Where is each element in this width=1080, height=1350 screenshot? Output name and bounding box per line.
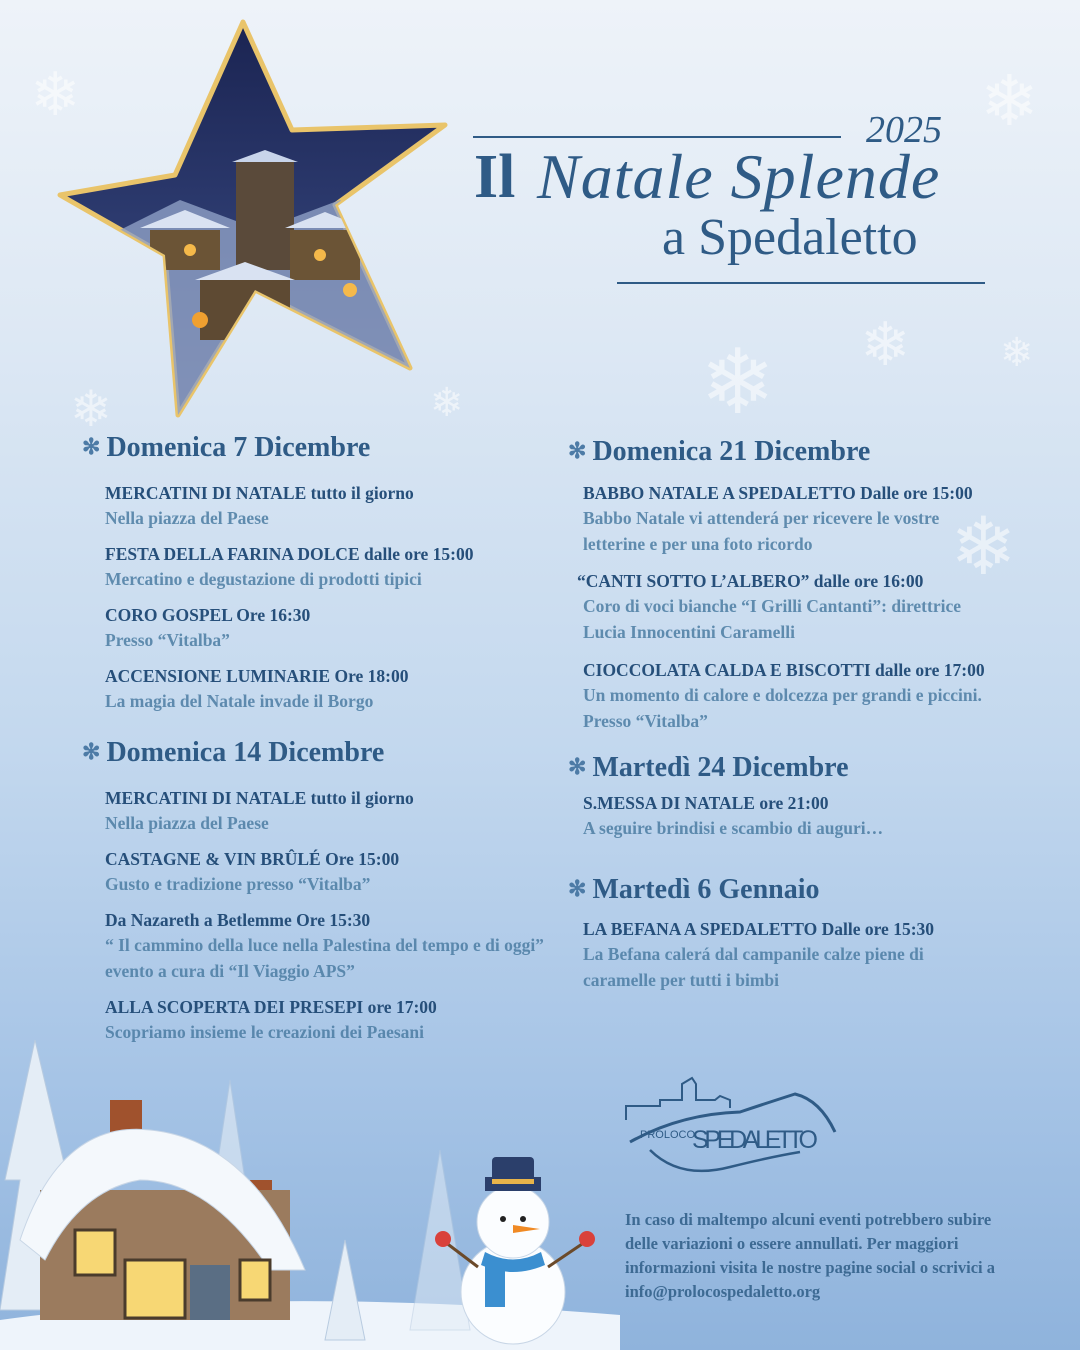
event-item: “CANTI SOTTO L’ALBERO” dalle ore 16:00 Coro di voci bianche “I Grilli Cantanti”: direttrice Lucia Innocentini Caramelli: [577, 571, 962, 642]
event-item: FESTA DELLA FARINA DOLCE dalle ore 15:00 Mercatino e degustazione di prodotti tipici: [105, 544, 474, 589]
day-heading: ✻ Domenica 7 Dicembre: [82, 432, 371, 463]
proloco-logo: [620, 1072, 840, 1182]
event-item: S.MESSA DI NATALE ore 21:00 A seguire brindisi e scambio di auguri…: [583, 793, 884, 838]
snowflake-bullet-icon: ✻: [568, 876, 587, 901]
winter-scene-illustration: [0, 1030, 620, 1350]
event-item: MERCATINI DI NATALE tutto il giorno Nella piazza del Paese: [105, 788, 414, 833]
day-heading: ✻ Domenica 14 Dicembre: [82, 737, 385, 768]
cottage-icon: [20, 1100, 305, 1320]
title-year: 2025: [866, 109, 942, 151]
event-item: LA BEFANA A SPEDALETTO Dalle ore 15:30 La Befana calerá dal campanile calze piene di caramelle per tutti i bimbi: [583, 919, 935, 990]
title-rule-top: [473, 136, 841, 138]
event-item: ACCENSIONE LUMINARIE Ore 18:00 La magia del Natale invade il Borgo: [105, 666, 409, 711]
event-item: CIOCCOLATA CALDA E BISCOTTI dalle ore 17:00 Un momento di calore e dolcezza per grandi e piccini. Presso “Vitalba”: [583, 660, 985, 731]
event-item: MERCATINI DI NATALE tutto il giorno Nella piazza del Paese: [105, 483, 414, 528]
day-heading: ✻ Domenica 21 Dicembre: [568, 436, 871, 467]
event-item: Da Nazareth a Betlemme Ore 15:30 “ Il cammino della luce nella Palestina del tempo e di oggi” evento a cura di “Il Viaggio APS”: [105, 910, 544, 981]
snowflake-bullet-icon: ✻: [82, 739, 101, 764]
event-item: ALLA SCOPERTA DEI PRESEPI ore 17:00 Scopriamo insieme le creazioni dei Paesani: [105, 997, 437, 1042]
event-item: BABBO NATALE A SPEDALETTO Dalle ore 15:00 Babbo Natale vi attenderá per ricevere le vostre letterine e per una foto ricordo: [583, 483, 973, 554]
village-skyline-icon: [620, 1072, 840, 1182]
snowflake-bullet-icon: ✻: [568, 438, 587, 463]
title-script: Natale Splende: [537, 141, 941, 212]
title-subtitle: a Spedaletto: [662, 209, 918, 266]
weather-disclaimer: In caso di maltempo alcuni eventi potrebbero subire delle variazioni o essere annullati. Per maggiori informazioni visita le nostre pagine social o scrivici a info@prolocospedaletto.org: [625, 1210, 995, 1301]
title-rule-bottom: [617, 282, 985, 284]
event-item: CORO GOSPEL Ore 16:30 Presso “Vitalba”: [105, 605, 311, 650]
day-heading: ✻ Martedì 6 Gennaio: [568, 874, 820, 905]
svg-text:PROLOCO: PROLOCO: [640, 1129, 696, 1141]
day-heading: ✻ Martedì 24 Dicembre: [568, 752, 849, 783]
svg-text:SPEDALETTO: SPEDALETTO: [692, 1126, 818, 1154]
star-photo-frame: [0, 0, 460, 430]
event-item: CASTAGNE & VIN BRÛLÉ Ore 15:00 Gusto e tradizione presso “Vitalba”: [105, 849, 400, 894]
title-il: Il: [474, 143, 516, 211]
snowflake-bullet-icon: ✻: [82, 434, 101, 459]
snowflake-bullet-icon: ✻: [568, 754, 587, 779]
